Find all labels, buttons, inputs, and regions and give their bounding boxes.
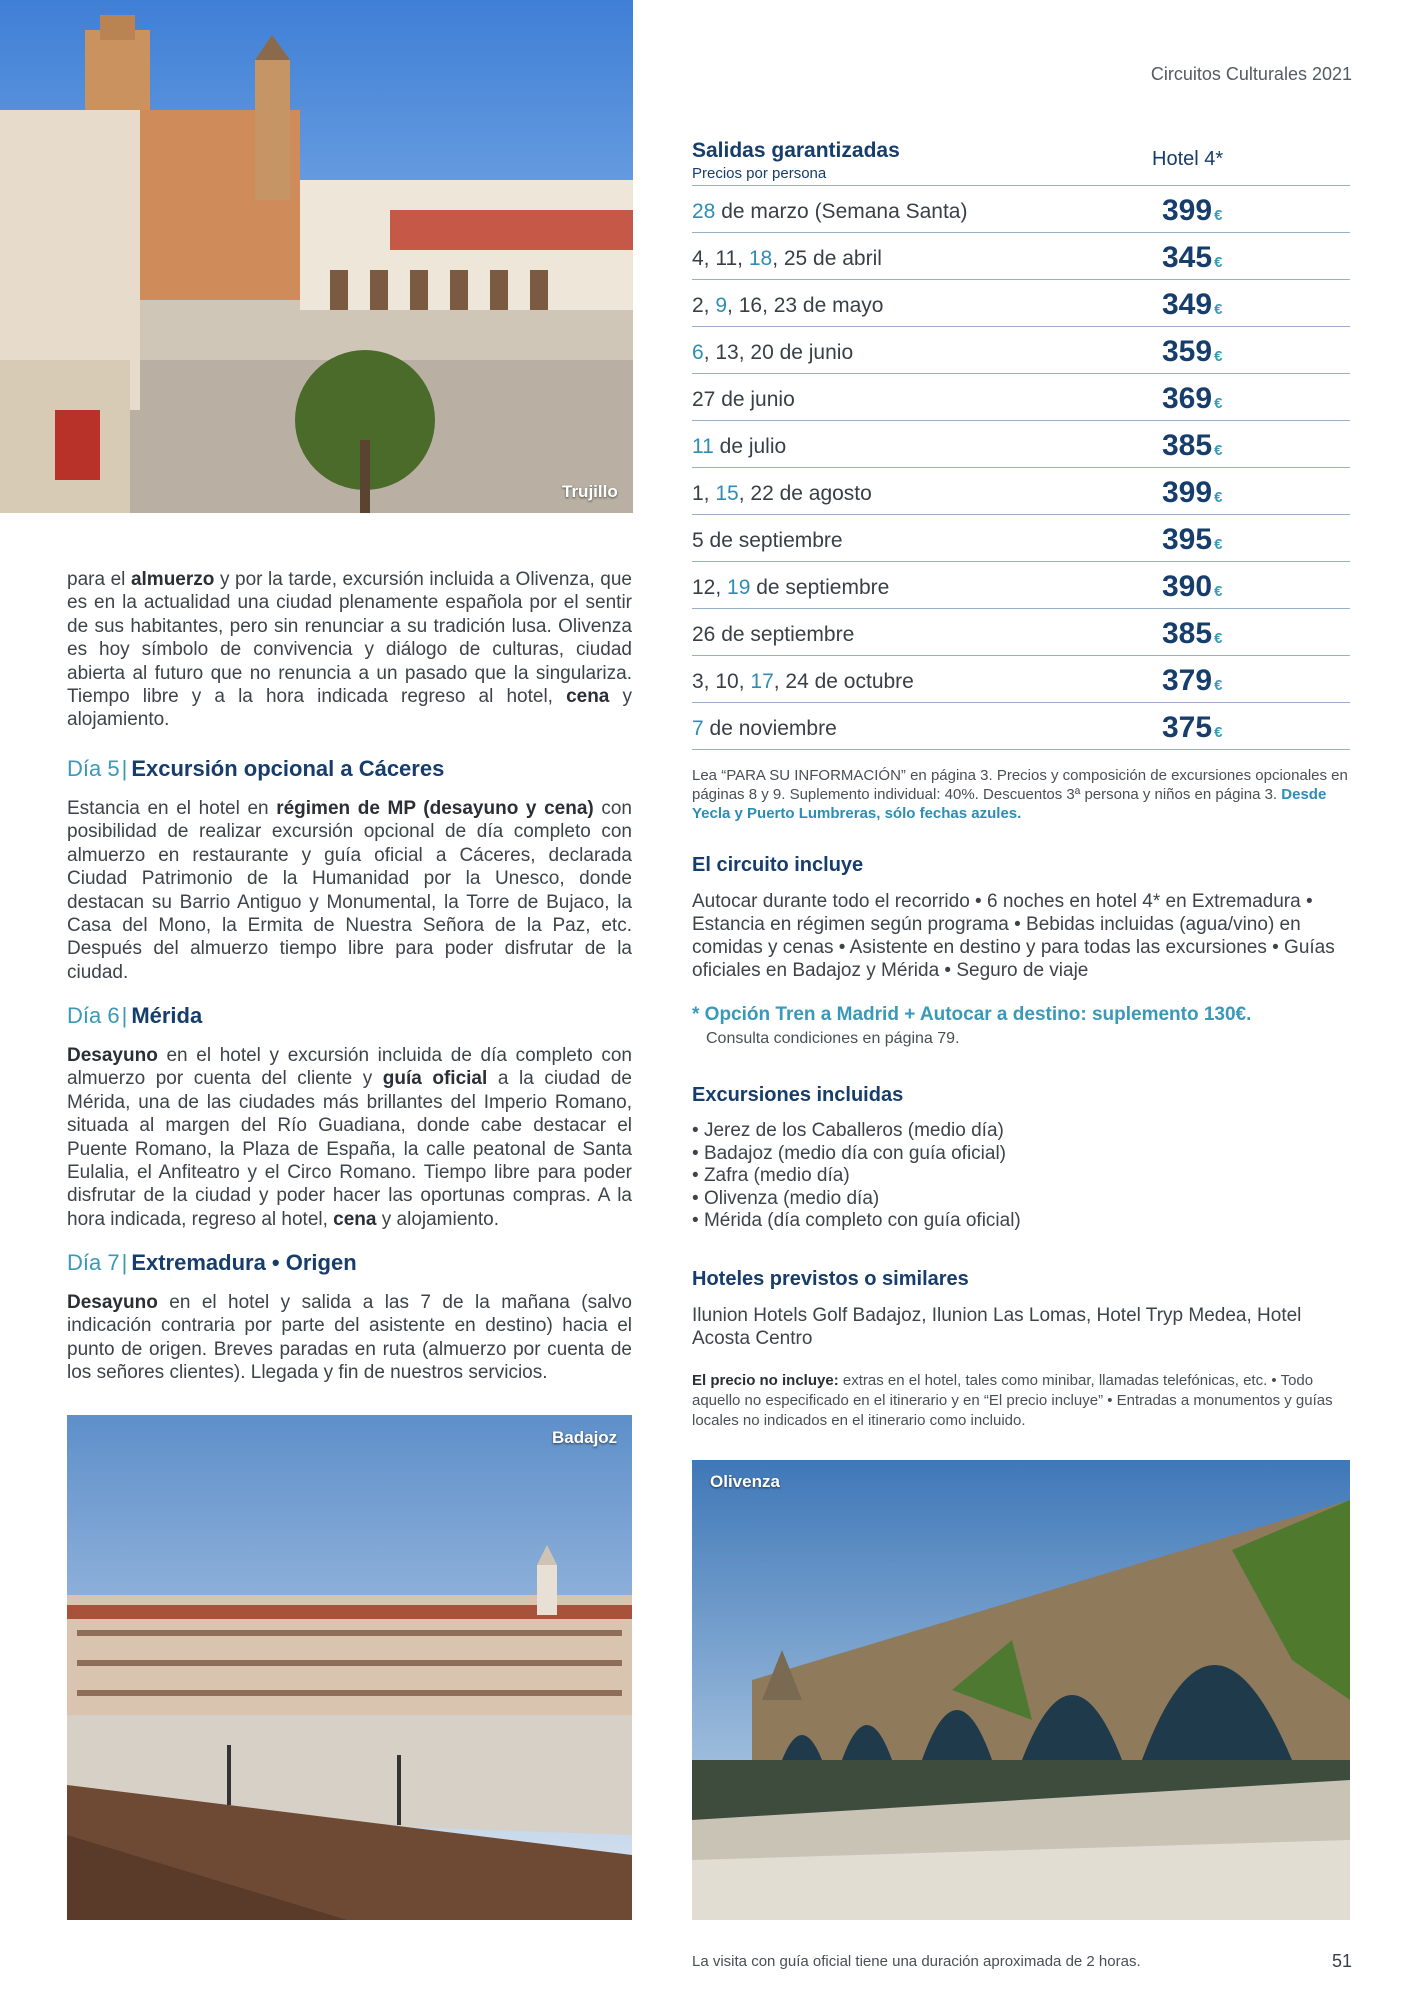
price-value: 399 € (1162, 194, 1223, 227)
day6-title: Día 6| Mérida (67, 1003, 203, 1028)
euro-symbol: € (1214, 630, 1223, 647)
list-item: • Jerez de los Caballeros (medio día) (692, 1120, 1350, 1143)
price-value: 399 € (1162, 476, 1223, 509)
price-row (692, 702, 1350, 750)
price-row (692, 420, 1350, 468)
list-item: • Mérida (día completo con guía oficial) (692, 1210, 1350, 1233)
euro-symbol: € (1214, 442, 1223, 459)
hotel-column-header: Hotel 4* (1152, 148, 1224, 170)
train-option-text: * Opción Tren a Madrid + Autocar a destino: suplemento 130€. (692, 1004, 1252, 1025)
includes-text: Autocar durante todo el recorrido • 6 noches en hotel 4* en Extremadura • Estancia en régimen según programa • Bebidas incluidas (agua/vino) en comidas y cenas • Asistente en destino y para todas las excursiones • Guías oficiales en Badajoz y Mérida • Seguro de viaje (692, 891, 1335, 981)
euro-symbol: € (1214, 207, 1223, 224)
euro-symbol: € (1214, 677, 1223, 694)
price-row (692, 232, 1350, 280)
hotels-text: Ilunion Hotels Golf Badajoz, Ilunion Las Lomas, Hotel Tryp Medea, Hotel Acosta Centro (692, 1305, 1302, 1349)
departure-date: 26 de septiembre (692, 623, 855, 646)
train-conditions-text: Consulta condiciones en página 79. (706, 1030, 960, 1047)
departure-date: 7 de noviembre (692, 717, 837, 740)
price-value: 385 € (1162, 617, 1223, 650)
euro-symbol: € (1214, 348, 1223, 365)
departure-date: 28 de marzo (Semana Santa) (692, 200, 968, 223)
badajoz-photo-label: Badajoz (552, 1428, 618, 1447)
page-number: 51 (1332, 1951, 1353, 1971)
price-value: 375 € (1162, 711, 1223, 744)
includes-title: El circuito incluye (692, 854, 864, 876)
departure-date: 12, 19 de septiembre (692, 576, 890, 599)
euro-symbol: € (1214, 536, 1223, 553)
departure-date: 6, 13, 20 de junio (692, 341, 854, 364)
price-row (692, 326, 1350, 374)
day4-continuation-text: para el almuerzo y por la tarde, excursión incluida a Olivenza, que es en la actualidad una ciudad plenamente española por el sentir de sus habitantes, pero sin renunciar a su tradición lusa. Olivenza es hoy símbolo de convivencia y diálogo de culturas, ciudad abierta al futuro que no renuncia a un pasado que la singulariza. Tiempo libre y a la hora indicada regreso al hotel, cena y alojamiento. (67, 569, 633, 731)
price-value: 390 € (1162, 570, 1223, 603)
price-value: 349 € (1162, 288, 1223, 321)
price-value: 395 € (1162, 523, 1223, 556)
prices-title: Salidas garantizadas (692, 139, 900, 162)
departure-date: 4, 11, 18, 25 de abril (692, 247, 882, 270)
day7-text: Desayuno en el hotel y salida a las 7 de la mañana (salvo indicación contraria por parte del asistente en destino) hacia el punto de origen. Breves paradas en ruta (almuerzo por cuenta de los señores clientes). Llegada y fin de nuestros servicios. (67, 1292, 632, 1384)
day5-text: Estancia en el hotel en régimen de MP (desayuno y cena) con posibilidad de realizar excursión opcional de día completo con almuerzo en restaurante y guía oficial a Cáceres, declarada Ciudad Patrimonio de la Humanidad por la Unesco, donde destacan su Barrio Antiguo y Monumental, la Torre de Bujaco, la Casa del Mono, la Ermita de Nuestra Señora de la Paz, etc. Después del almuerzo tiempo libre para poder disfrutar de la ciudad. (67, 798, 632, 983)
list-item: • Badajoz (medio día con guía oficial) (692, 1143, 1350, 1166)
euro-symbol: € (1214, 489, 1223, 506)
departure-date: 3, 10, 17, 24 de octubre (692, 670, 914, 693)
price-row (692, 279, 1350, 327)
price-row (692, 467, 1350, 515)
euro-symbol: € (1214, 724, 1223, 741)
day6-text: Desayuno en el hotel y excursión incluida de día completo con almuerzo por cuenta del cliente y guía oficial a la ciudad de Mérida, una de las ciudades más brillantes del Imperio Romano, situada al margen del Río Guadiana, donde cabe destacar el Puente Romano, la Plaza de España, la calle peatonal de Santa Eulalia, el Anfiteatro y el Circo Romano. Tiempo libre para poder disfrutar de la ciudad y poder hacer las oportunas compras. A la hora indicada, regreso al hotel, cena y alojamiento. (67, 1045, 632, 1230)
price-value: 379 € (1162, 664, 1223, 697)
price-row (692, 514, 1350, 562)
hotels-title: Hoteles previstos o similares (692, 1268, 969, 1290)
price-row (692, 655, 1350, 703)
prices-note: Lea “PARA SU INFORMACIÓN” en página 3. Precios y composición de excursiones opcionales en páginas 8 y 9. Suplemento individual: 40%. Descuentos 3ª persona y niños en página 3. Desde Yecla y Puerto Lumbreras, sólo fechas azules. (692, 767, 1348, 822)
euro-symbol: € (1214, 301, 1223, 318)
guide-duration-note: La visita con guía oficial tiene una duración aproximada de 2 horas. (692, 1953, 1141, 1970)
departure-date: 2, 9, 16, 23 de mayo (692, 294, 884, 317)
not-included-text: El precio no incluye: extras en el hotel, tales como minibar, llamadas telefónicas, etc. • Todo aquello no especificado en el itinerario y en “El precio incluye” • Entradas a monumentos y guías locales no indicados en el itinerario como incluido. (692, 1372, 1333, 1429)
trujillo-photo (0, 0, 633, 513)
price-row (692, 608, 1350, 656)
euro-symbol: € (1214, 583, 1223, 600)
departure-date: 5 de septiembre (692, 529, 843, 552)
departure-date: 1, 15, 22 de agosto (692, 482, 872, 505)
catalog-header: Circuitos Culturales 2021 (1150, 64, 1352, 84)
olivenza-photo (692, 1460, 1350, 1920)
euro-symbol: € (1214, 254, 1223, 271)
list-item: • Olivenza (medio día) (692, 1188, 1350, 1211)
day7-title: Día 7| Extremadura • Origen (67, 1250, 357, 1275)
price-row (692, 373, 1350, 421)
excursions-title: Excursiones incluidas (692, 1084, 904, 1106)
badajoz-photo (67, 1415, 632, 1920)
price-value: 385 € (1162, 429, 1223, 462)
olivenza-photo-label: Olivenza (710, 1472, 780, 1491)
departure-date: 27 de junio (692, 388, 795, 411)
day5-title: Día 5| Excursión opcional a Cáceres (67, 756, 445, 781)
excursions-list (692, 1120, 1350, 1233)
prices-subtitle: Precios por persona (692, 165, 827, 182)
price-row (692, 185, 1350, 233)
trujillo-photo-label: Trujillo (562, 482, 618, 501)
price-value: 345 € (1162, 241, 1223, 274)
price-value: 359 € (1162, 335, 1223, 368)
price-row (692, 561, 1350, 609)
departure-date: 11 de julio (692, 435, 787, 458)
price-value: 369 € (1162, 382, 1223, 415)
euro-symbol: € (1214, 395, 1223, 412)
list-item: • Zafra (medio día) (692, 1165, 1350, 1188)
